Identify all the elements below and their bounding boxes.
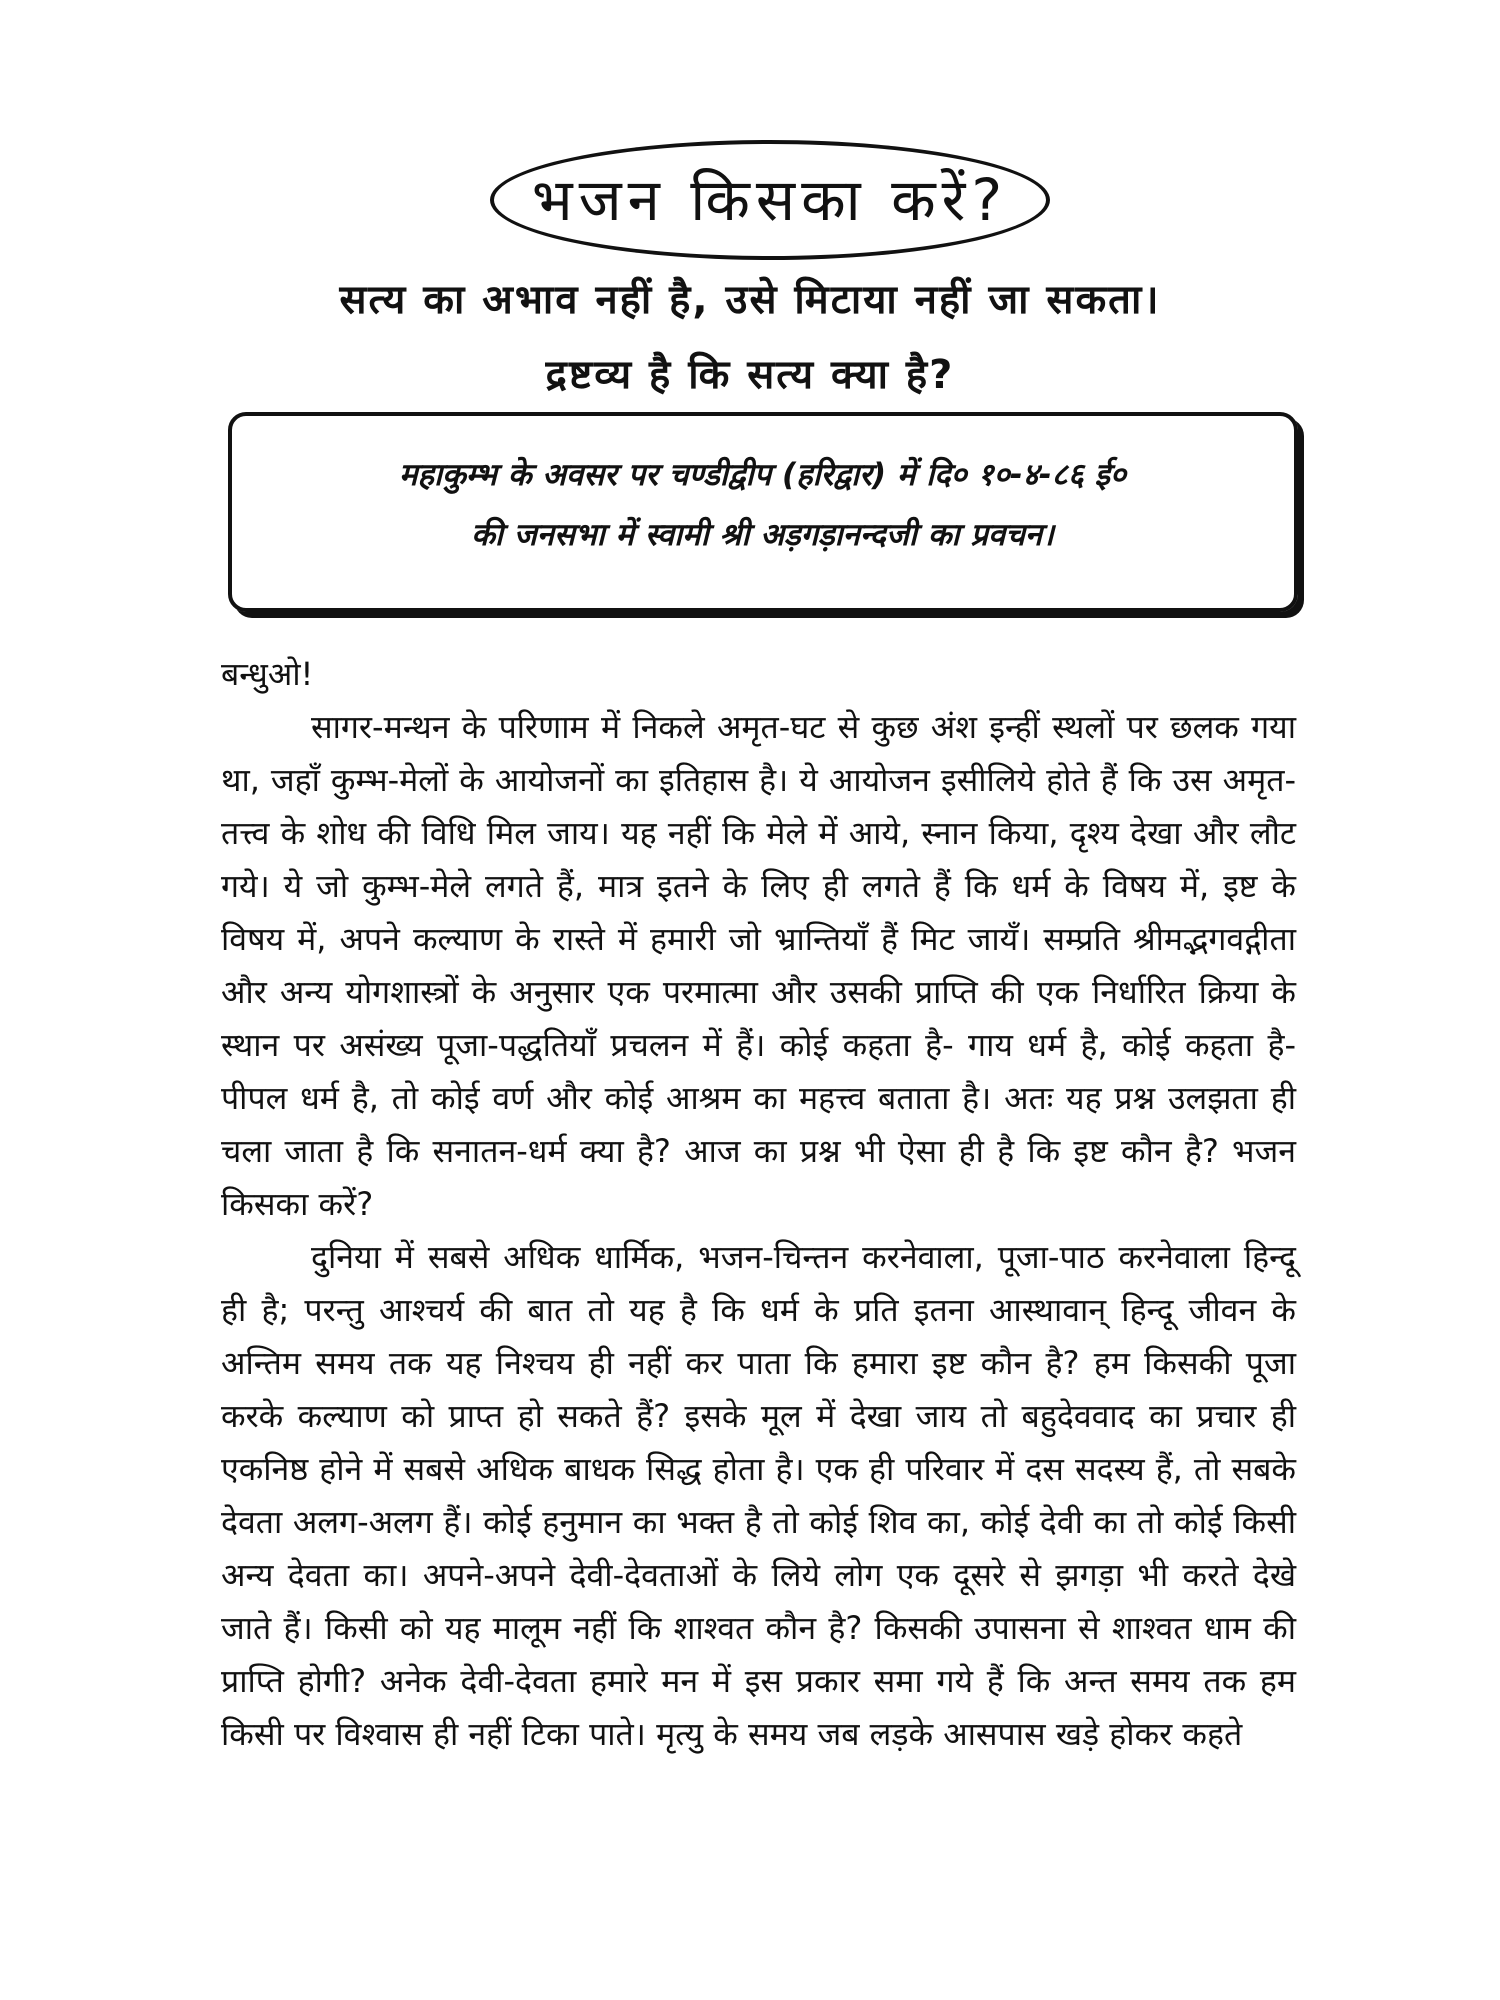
salutation: बन्धुओ! [221,655,314,693]
subtitle-line-1: सत्य का अभाव नहीं है, उसे मिटाया नहीं जा सकता। [339,277,1161,323]
body-text [221,648,1296,1761]
paragraph-1: सागर-मन्थन के परिणाम में निकले अमृत-घट से कुछ अंश इन्हीं स्थलों पर छलक गया था, जहाँ कुम्भ-मेलों के आयोजनों का इतिहास है। ये आयोजन इसीलिये होते हैं कि उस अमृत-तत्त्व के शोध की विधि मिल जाय। यह नहीं कि मेले में आये, स्नान किया, दृश्य देखा और लौट गये। ये जो कुम्भ-मेले लगते हैं, मात्र इतने के लिए ही लगते हैं कि धर्म के विषय में, इष्ट के विषय में, अपने कल्याण के रास्ते में हमारी जो भ्रान्तियाँ हैं मिट जायँ। सम्प्रति श्रीमद्भगवद्गीता और अन्य योगशास्त्रों के अनुसार एक परमात्मा और उसकी प्राप्ति की एक निर्धारित क्रिया के स्थान पर असंख्य पूजा-पद्धतियाँ प्रचलन में हैं। कोई कहता है- गाय धर्म है, कोई कहता है- पीपल धर्म है, तो कोई वर्ण और कोई आश्रम का महत्त्व बताता है। अतः यह प्रश्न उलझता ही चला जाता है कि सनातन-धर्म क्या है? आज का प्रश्न भी ऐसा ही है कि इष्ट कौन है? भजन किसका करें? [221,708,1296,1223]
page-title: भजन किसका करें? [531,166,1009,234]
callout-line-1: महाकुम्भ के अवसर पर चण्डीद्वीप (हरिद्वार) में दि० १०-४-८६ ई० [398,457,1127,493]
callout-line-2: की जनसभा में स्वामी श्री अड़गड़ानन्दजी का प्रवचन। [471,517,1054,553]
paragraph-2: दुनिया में सबसे अधिक धार्मिक, भजन-चिन्तन करनेवाला, पूजा-पाठ करनेवाला हिन्दू ही है; परन्तु आश्चर्य की बात तो यह है कि धर्म के प्रति इतना आस्थावान् हिन्दू जीवन के अन्तिम समय तक यह निश्चय ही नहीं कर पाता कि हमारा इष्ट कौन है? हम किसकी पूजा करके कल्याण को प्राप्त हो सकते हैं? इसके मूल में देखा जाय तो बहुदेववाद का प्रचार ही एकनिष्ठ होने में सबसे अधिक बाधक सिद्ध होता है। एक ही परिवार में दस सदस्य हैं, तो सबके देवता अलग-अलग हैं। कोई हनुमान का भक्त है तो कोई शिव का, कोई देवी का तो कोई किसी अन्य देवता का। अपने-अपने देवी-देवताओं के लिये लोग एक दूसरे से झगड़ा भी करते देखे जाते हैं। किसी को यह मालूम नहीं कि शाश्वत कौन है? किसकी उपासना से शाश्वत धाम की प्राप्ति होगी? अनेक देवी-देवता हमारे मन में इस प्रकार समा गये हैं कि अन्त समय तक हम किसी पर विश्वास ही नहीं टिका पाते। मृत्यु के समय जब लड़के आसपास खड़े होकर कहते [221,1238,1296,1753]
subtitle-line-2: द्रष्टव्य है कि सत्य क्या है? [545,352,955,398]
callout-text [255,445,1270,565]
